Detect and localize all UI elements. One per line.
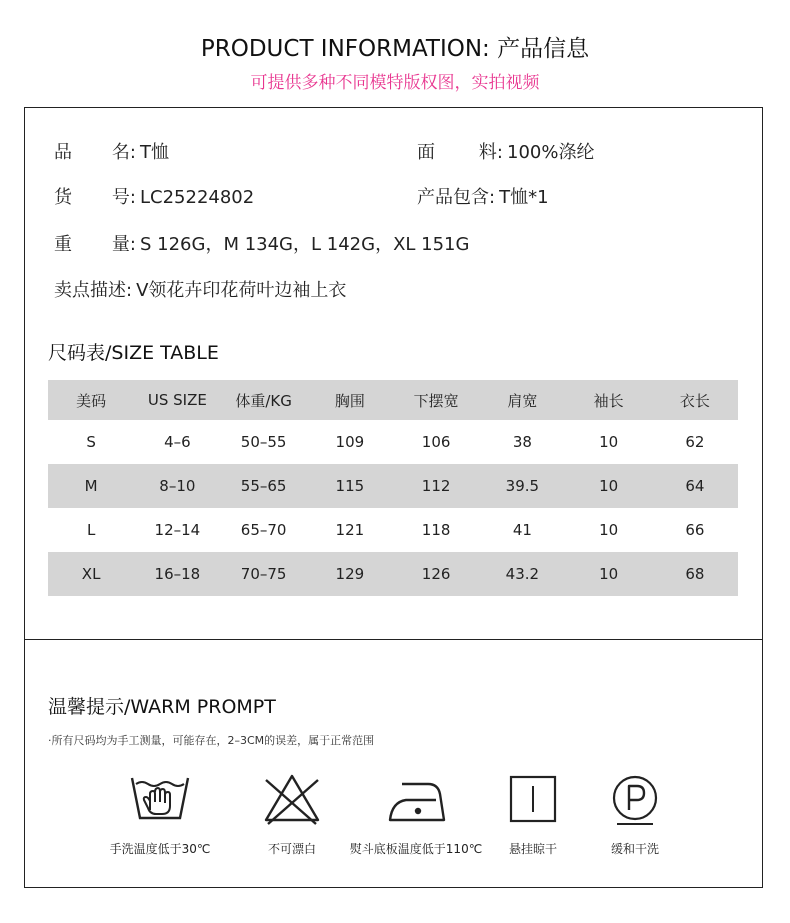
table-cell: L (86, 521, 96, 539)
table-cell: 109 (335, 433, 365, 451)
info-label: 产品包含: (417, 187, 496, 208)
table-cell: 129 (335, 565, 365, 583)
iron-icon (384, 770, 448, 826)
table-cell: 12–14 (154, 521, 201, 539)
table-row (48, 508, 738, 552)
table-row (48, 464, 738, 508)
info-description (54, 276, 346, 302)
info-value: LC25224802 (140, 187, 255, 208)
header-cell: 美码 (76, 391, 107, 410)
page-subtitle: 可提供多种不同模特版权图，实拍视频 (250, 73, 540, 93)
table-cell: S (86, 433, 96, 451)
table-cell: 65–70 (240, 521, 287, 539)
hang-dry-icon (501, 770, 565, 826)
dry-clean-p-icon (603, 770, 667, 826)
header-cell: 胸围 (334, 391, 365, 410)
info-value: T恤 (140, 142, 169, 163)
info-label: 料: (478, 142, 503, 163)
info-sku (54, 183, 254, 209)
table-cell: 39.5 (505, 477, 540, 495)
info-value: T恤*1 (499, 187, 549, 208)
care-item-hand-wash (100, 770, 220, 857)
info-value: S 126G，M 134G，L 142G，XL 151G (140, 234, 470, 255)
table-cell: 10 (599, 477, 619, 495)
table-cell: 112 (421, 477, 451, 495)
care-label: 缓和干洗 (610, 842, 659, 856)
table-cell: XL (81, 565, 101, 583)
care-item-dry-clean (580, 770, 690, 857)
care-label: 手洗温度低于30℃ (109, 842, 211, 856)
info-value: V领花卉印花荷叶边袖上衣 (136, 280, 347, 301)
info-label: 面 (417, 142, 435, 163)
page-title: PRODUCT INFORMATION: 产品信息 (200, 36, 590, 62)
table-cell: 41 (512, 521, 532, 539)
no-bleach-icon (260, 770, 324, 826)
care-item-no-bleach (232, 770, 352, 857)
care-label: 熨斗底板温度低于110℃ (349, 842, 483, 856)
table-cell: 43.2 (505, 565, 540, 583)
header-cell: 袖长 (593, 391, 624, 410)
table-row (48, 552, 738, 596)
header-cell: 下摆宽 (413, 391, 459, 410)
care-item-iron (346, 770, 486, 857)
size-table (48, 380, 738, 596)
table-row (48, 420, 738, 464)
table-cell: 126 (421, 565, 451, 583)
header-cell: 衣长 (679, 391, 710, 410)
measurement-note: ·所有尺码均为手工测量，可能存在，2–3CM的误差，属于正常范围 (48, 734, 375, 747)
hand-wash-icon (128, 770, 192, 826)
info-label: 名: (111, 142, 136, 163)
info-label: 量: (111, 234, 136, 255)
table-cell: 55–65 (240, 477, 287, 495)
header-cell: 肩宽 (507, 391, 538, 410)
table-cell: 8–10 (159, 477, 196, 495)
table-cell: 38 (512, 433, 532, 451)
care-item-hang-dry (478, 770, 588, 857)
info-label: 卖点描述: (54, 280, 133, 301)
table-cell: 10 (599, 433, 619, 451)
table-cell: 10 (599, 565, 619, 583)
info-label: 品 (54, 142, 72, 163)
table-cell: 115 (335, 477, 365, 495)
info-label: 货 (54, 187, 72, 208)
info-weight (54, 230, 469, 256)
care-label: 悬挂晾干 (508, 842, 557, 856)
size-table-header-row (48, 380, 738, 420)
header-cell: 体重/KG (235, 391, 292, 410)
warm-prompt-title: 温馨提示/WARM PROMPT (48, 696, 276, 718)
info-label: 号: (111, 187, 136, 208)
table-cell: 70–75 (240, 565, 287, 583)
table-cell: M (84, 477, 98, 495)
info-fabric (417, 138, 594, 164)
table-cell: 4–6 (164, 433, 191, 451)
table-cell: 50–55 (240, 433, 287, 451)
table-cell: 10 (599, 521, 619, 539)
info-name (54, 138, 169, 164)
table-cell: 62 (685, 433, 705, 451)
header-cell: US SIZE (147, 391, 207, 409)
table-cell: 121 (335, 521, 365, 539)
table-cell: 106 (421, 433, 451, 451)
table-cell: 16–18 (154, 565, 201, 583)
table-cell: 66 (685, 521, 705, 539)
table-cell: 118 (421, 521, 451, 539)
table-cell: 64 (685, 477, 705, 495)
care-label: 不可漂白 (267, 842, 316, 856)
info-value: 100%涤纶 (507, 142, 595, 163)
table-cell: 68 (685, 565, 705, 583)
size-table-title: 尺码表/SIZE TABLE (48, 342, 219, 364)
info-contents (417, 183, 549, 209)
info-label: 重 (54, 234, 72, 255)
